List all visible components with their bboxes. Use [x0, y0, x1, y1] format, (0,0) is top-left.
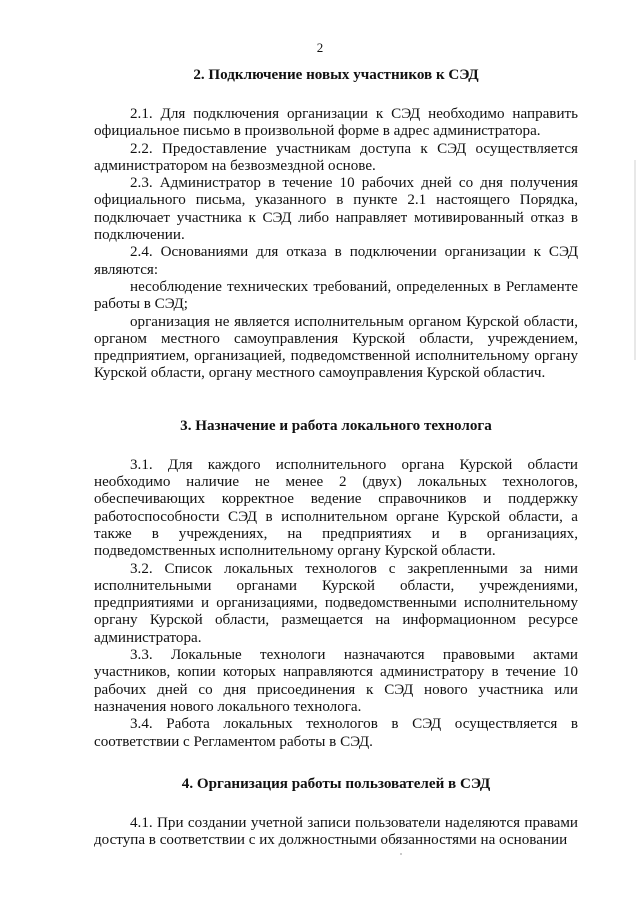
section-3-heading: 3. Назначение и работа локального технолога: [180, 417, 492, 434]
section-4-heading: 4. Организация работы пользователей в СЭД: [181, 775, 491, 792]
scan-edge-shadow: [634, 160, 636, 360]
paragraph-4-1: 4.1. При создании учетной записи пользователи наделяются правами доступа в соответствии с их должностными обязанностями на основании: [94, 814, 578, 849]
paragraph-2-4-item-1: несоблюдение технических требований, определенных в Регламенте работы в СЭД;: [94, 278, 578, 313]
section-4-body: [94, 815, 578, 850]
paragraph-3-3: 3.3. Локальные технологи назначаются правовыми актами участников, копии которых направляются администратору в течение 10 рабочих дней со дня присоединения к СЭД нового участника или назначения нового локального технолога.: [94, 647, 578, 715]
paragraph-2-3: 2.3. Администратор в течение 10 рабочих дней со дня получения официального письма, указанного в пункте 2.1 настоящего Порядка, подключает участника к СЭД либо направляет мотивированный отказ в подключении.: [94, 175, 578, 244]
paragraph-2-1: 2.1. Для подключения организации к СЭД необходимо направить официальное письмо в произвольной форме в адрес администратора.: [94, 106, 578, 140]
paragraph-2-2: 2.2. Предоставление участникам доступа к СЭД осуществляется администратором на безвозмездной основе.: [94, 140, 578, 174]
paragraph-3-2: 3.2. Список локальных технологов с закрепленными за ними исполнительными органами Курской области, учреждениями, предприятиями и организациями, подведомственными исполнительному органу Курской области, размещается на информационном ресурсе администратора.: [94, 560, 578, 646]
section-3-body: [94, 457, 578, 751]
page-number: 2: [316, 40, 324, 55]
section-2-heading: 2. Подключение новых участников к СЭД: [193, 67, 479, 83]
paragraph-3-4: 3.4. Работа локальных технологов в СЭД осуществляется в соответствии с Регламентом работы в СЭД.: [94, 716, 578, 750]
scan-speck: [400, 853, 402, 855]
document-body: [94, 66, 578, 849]
section-2-body: [94, 106, 578, 383]
paragraph-2-4-item-2: организация не является исполнительным органом Курской области, органом местного самоуправления Курской области, учреждением, предприятием, организацией, подведомственной исполнительному органу Курской области, органу местного самоуправления Курской областич.: [94, 313, 578, 382]
paragraph-2-4: 2.4. Основаниями для отказа в подключении организации к СЭД являются:: [94, 244, 578, 278]
paragraph-3-1: 3.1. Для каждого исполнительного органа Курской области необходимо наличие не менее 2 (двух) локальных технологов, обеспечивающих корректное ведение справочников и поддержку работоспособности СЭД в исполнительном органе Курской области, а также в учреждениях, на предприятиях и в организациях, подведомственных исполнительному органу Курской области.: [94, 456, 578, 560]
